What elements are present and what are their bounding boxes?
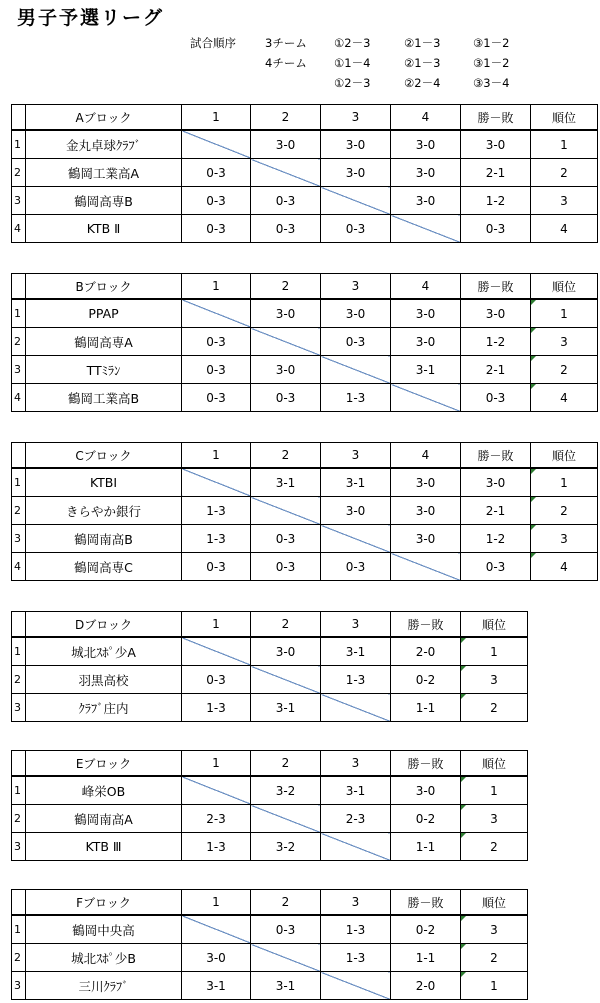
rank-header: 順位 (461, 751, 528, 777)
rank-cell: 2 (531, 497, 598, 525)
diagonal-cell (321, 187, 391, 215)
rank-header: 順位 (531, 443, 598, 469)
league-table (11, 750, 528, 861)
corner-cell (12, 443, 26, 469)
table-row (12, 833, 528, 861)
table-row (12, 187, 598, 215)
rank-cell: 3 (461, 666, 528, 694)
table-row (12, 384, 598, 412)
team-name: 城北ｽﾎﾟ少B (26, 944, 182, 972)
rank-cell: 1 (531, 299, 598, 328)
row-number: 4 (12, 215, 26, 243)
score-cell: 0-3 (251, 553, 321, 581)
wl-cell: 3-0 (461, 468, 531, 497)
diagonal-cell (251, 944, 321, 972)
score-cell: 0-3 (182, 666, 251, 694)
match-order-label: 試合順序 (190, 36, 236, 50)
diagonal-cell (251, 666, 321, 694)
corner-cell (12, 274, 26, 300)
rank-cell: 1 (531, 130, 598, 159)
wl-header: 勝－敗 (461, 274, 531, 300)
score-cell: 3-1 (321, 776, 391, 805)
team-name: 鶴岡南高A (26, 805, 182, 833)
score-cell: 3-0 (391, 525, 461, 553)
score-cell: 3-1 (251, 972, 321, 1000)
team-name: KTB Ⅲ (26, 833, 182, 861)
wl-cell: 1-2 (461, 187, 531, 215)
table-row (12, 944, 528, 972)
score-cell: 0-3 (182, 215, 251, 243)
page-title: 男子予選リーグ (17, 7, 165, 29)
row-number: 1 (12, 299, 26, 328)
diagonal-cell (182, 130, 251, 159)
row-number: 3 (12, 525, 26, 553)
league-table (11, 273, 598, 412)
team-name: PPAP (26, 299, 182, 328)
diagonal-cell (321, 694, 391, 722)
score-cell: 3-0 (251, 299, 321, 328)
wl-cell: 0-2 (391, 805, 461, 833)
column-header: 4 (391, 274, 461, 300)
score-cell: 3-1 (182, 972, 251, 1000)
score-cell: 1-3 (182, 694, 251, 722)
corner-cell (12, 612, 26, 638)
team-name: 羽黒高校 (26, 666, 182, 694)
row-number: 1 (12, 776, 26, 805)
column-header: 4 (391, 105, 461, 131)
column-header: 1 (182, 105, 251, 131)
score-cell: 3-0 (391, 328, 461, 356)
match-order-teams: 3チーム (265, 36, 307, 50)
wl-header: 勝－敗 (461, 443, 531, 469)
rank-cell: 3 (531, 525, 598, 553)
match-order-item: ③1－2 (473, 56, 510, 70)
score-cell: 0-3 (251, 915, 321, 944)
column-header: 3 (321, 890, 391, 916)
column-header: 3 (321, 274, 391, 300)
table-row (12, 497, 598, 525)
rank-cell: 4 (531, 384, 598, 412)
wl-cell: 1-1 (391, 944, 461, 972)
wl-cell: 1-2 (461, 328, 531, 356)
score-cell: 3-2 (251, 776, 321, 805)
rank-cell: 2 (531, 356, 598, 384)
row-number: 3 (12, 694, 26, 722)
rank-cell: 4 (531, 215, 598, 243)
score-cell: 3-0 (251, 130, 321, 159)
match-order-item: ③1－2 (473, 36, 510, 50)
score-cell: 3-1 (321, 468, 391, 497)
column-header: 3 (321, 612, 391, 638)
block-name: Eブロック (26, 751, 182, 777)
score-cell: 3-1 (251, 468, 321, 497)
wl-cell: 1-1 (391, 694, 461, 722)
block-name: Fブロック (26, 890, 182, 916)
row-number: 3 (12, 356, 26, 384)
match-order-item: ①2－3 (334, 36, 371, 50)
rank-cell: 2 (461, 944, 528, 972)
rank-cell: 3 (531, 328, 598, 356)
rank-cell: 2 (531, 159, 598, 187)
diagonal-cell (321, 833, 391, 861)
table-row (12, 805, 528, 833)
table-row (12, 299, 598, 328)
score-cell: 1-3 (182, 497, 251, 525)
diagonal-cell (182, 299, 251, 328)
score-cell: 3-1 (391, 356, 461, 384)
row-number: 3 (12, 187, 26, 215)
rank-cell: 3 (531, 187, 598, 215)
table-row (12, 637, 528, 666)
column-header: 1 (182, 890, 251, 916)
table-row (12, 972, 528, 1000)
rank-cell: 3 (461, 915, 528, 944)
wl-cell: 1-2 (461, 525, 531, 553)
score-cell: 0-3 (251, 384, 321, 412)
column-header: 1 (182, 274, 251, 300)
score-cell: 3-0 (321, 497, 391, 525)
diagonal-cell (182, 915, 251, 944)
wl-header: 勝－敗 (461, 105, 531, 131)
rank-cell: 3 (461, 805, 528, 833)
match-order-item: ①2－3 (334, 76, 371, 90)
wl-cell: 2-1 (461, 356, 531, 384)
column-header: 4 (391, 443, 461, 469)
diagonal-cell (321, 972, 391, 1000)
block-name: Dブロック (26, 612, 182, 638)
score-cell: 0-3 (182, 384, 251, 412)
wl-cell: 3-0 (461, 130, 531, 159)
row-number: 1 (12, 915, 26, 944)
team-name: 鶴岡中央高 (26, 915, 182, 944)
match-order-item: ②2－4 (404, 76, 441, 90)
table-row (12, 328, 598, 356)
table-row (12, 553, 598, 581)
wl-cell: 2-1 (461, 497, 531, 525)
team-name: 三川ｸﾗﾌﾞ (26, 972, 182, 1000)
rank-cell: 2 (461, 694, 528, 722)
score-cell: 0-3 (321, 215, 391, 243)
diagonal-cell (251, 805, 321, 833)
table-row (12, 468, 598, 497)
team-name: 鶴岡高専A (26, 328, 182, 356)
rank-header: 順位 (461, 612, 528, 638)
score-cell: 3-0 (321, 299, 391, 328)
table-header-row (12, 443, 598, 469)
match-order-item: ②1－3 (404, 36, 441, 50)
table-row (12, 130, 598, 159)
score-cell: 1-3 (182, 525, 251, 553)
column-header: 2 (251, 612, 321, 638)
score-cell: 3-0 (321, 159, 391, 187)
score-cell: 0-3 (321, 328, 391, 356)
score-cell: 0-3 (182, 159, 251, 187)
score-cell: 2-3 (321, 805, 391, 833)
row-number: 2 (12, 944, 26, 972)
team-name: 鶴岡高専B (26, 187, 182, 215)
team-name: 鶴岡工業高A (26, 159, 182, 187)
score-cell: 0-3 (182, 356, 251, 384)
rank-cell: 1 (531, 468, 598, 497)
table-header-row (12, 751, 528, 777)
corner-cell (12, 890, 26, 916)
league-table (11, 611, 528, 722)
table-row (12, 159, 598, 187)
rank-header: 順位 (531, 274, 598, 300)
score-cell: 3-0 (391, 159, 461, 187)
match-order-item: ②1－3 (404, 56, 441, 70)
team-name: 鶴岡工業高B (26, 384, 182, 412)
row-number: 1 (12, 468, 26, 497)
wl-cell: 2-0 (391, 637, 461, 666)
row-number: 3 (12, 972, 26, 1000)
match-order-teams: 4チーム (265, 56, 307, 70)
table-row (12, 776, 528, 805)
score-cell: 3-0 (321, 130, 391, 159)
score-cell: 0-3 (251, 187, 321, 215)
score-cell: 0-3 (182, 328, 251, 356)
diagonal-cell (321, 356, 391, 384)
row-number: 2 (12, 159, 26, 187)
diagonal-cell (391, 553, 461, 581)
wl-header: 勝－敗 (391, 612, 461, 638)
row-number: 2 (12, 666, 26, 694)
score-cell: 0-3 (321, 553, 391, 581)
column-header: 2 (251, 443, 321, 469)
score-cell: 1-3 (321, 666, 391, 694)
wl-cell: 1-1 (391, 833, 461, 861)
score-cell: 3-1 (251, 694, 321, 722)
diagonal-cell (182, 468, 251, 497)
block-name: Aブロック (26, 105, 182, 131)
table-header-row (12, 274, 598, 300)
wl-cell: 0-2 (391, 915, 461, 944)
score-cell: 1-3 (321, 915, 391, 944)
column-header: 1 (182, 612, 251, 638)
team-name: 金丸卓球ｸﾗﾌﾞ (26, 130, 182, 159)
diagonal-cell (251, 159, 321, 187)
diagonal-cell (321, 525, 391, 553)
match-order-item: ③3－4 (473, 76, 510, 90)
league-table (11, 442, 598, 581)
rank-cell: 2 (461, 833, 528, 861)
score-cell: 3-0 (251, 356, 321, 384)
diagonal-cell (251, 328, 321, 356)
team-name: 鶴岡高専C (26, 553, 182, 581)
rank-cell: 4 (531, 553, 598, 581)
team-name: KTB Ⅱ (26, 215, 182, 243)
wl-header: 勝－敗 (391, 751, 461, 777)
table-row (12, 356, 598, 384)
score-cell: 3-0 (391, 468, 461, 497)
score-cell: 3-0 (182, 944, 251, 972)
table-row (12, 525, 598, 553)
score-cell: 3-0 (391, 299, 461, 328)
table-row (12, 666, 528, 694)
rank-header: 順位 (461, 890, 528, 916)
row-number: 2 (12, 497, 26, 525)
diagonal-cell (391, 384, 461, 412)
rank-cell: 1 (461, 637, 528, 666)
wl-cell: 0-3 (461, 553, 531, 581)
team-name: KTBⅠ (26, 468, 182, 497)
wl-cell: 0-2 (391, 666, 461, 694)
score-cell: 3-0 (391, 497, 461, 525)
match-order-item: ①1－4 (334, 56, 371, 70)
score-cell: 3-2 (251, 833, 321, 861)
table-header-row (12, 890, 528, 916)
rank-cell: 1 (461, 972, 528, 1000)
column-header: 1 (182, 751, 251, 777)
score-cell: 1-3 (182, 833, 251, 861)
team-name: ｸﾗﾌﾞ庄内 (26, 694, 182, 722)
wl-cell: 3-0 (391, 776, 461, 805)
wl-cell: 2-0 (391, 972, 461, 1000)
team-name: 峰栄OB (26, 776, 182, 805)
diagonal-cell (391, 215, 461, 243)
team-name: 鶴岡南高B (26, 525, 182, 553)
score-cell: 1-3 (321, 384, 391, 412)
league-table (11, 889, 528, 1000)
table-row (12, 694, 528, 722)
corner-cell (12, 105, 26, 131)
team-name: きらやか銀行 (26, 497, 182, 525)
rank-header: 順位 (531, 105, 598, 131)
column-header: 2 (251, 890, 321, 916)
table-header-row (12, 105, 598, 131)
block-name: Bブロック (26, 274, 182, 300)
column-header: 3 (321, 443, 391, 469)
row-number: 4 (12, 384, 26, 412)
diagonal-cell (182, 637, 251, 666)
row-number: 2 (12, 328, 26, 356)
column-header: 2 (251, 105, 321, 131)
wl-header: 勝－敗 (391, 890, 461, 916)
table-header-row (12, 612, 528, 638)
row-number: 1 (12, 637, 26, 666)
table-row (12, 215, 598, 243)
wl-cell: 0-3 (461, 215, 531, 243)
score-cell: 3-0 (391, 187, 461, 215)
row-number: 4 (12, 553, 26, 581)
score-cell: 0-3 (251, 525, 321, 553)
row-number: 1 (12, 130, 26, 159)
column-header: 2 (251, 274, 321, 300)
row-number: 2 (12, 805, 26, 833)
table-row (12, 915, 528, 944)
score-cell: 0-3 (251, 215, 321, 243)
team-name: TTﾐﾗﾝ (26, 356, 182, 384)
score-cell: 3-1 (321, 637, 391, 666)
corner-cell (12, 751, 26, 777)
wl-cell: 3-0 (461, 299, 531, 328)
score-cell: 0-3 (182, 553, 251, 581)
score-cell: 3-0 (251, 637, 321, 666)
wl-cell: 2-1 (461, 159, 531, 187)
wl-cell: 0-3 (461, 384, 531, 412)
score-cell: 3-0 (391, 130, 461, 159)
column-header: 3 (321, 105, 391, 131)
league-table (11, 104, 598, 243)
diagonal-cell (182, 776, 251, 805)
block-name: Cブロック (26, 443, 182, 469)
row-number: 3 (12, 833, 26, 861)
column-header: 1 (182, 443, 251, 469)
rank-cell: 1 (461, 776, 528, 805)
column-header: 2 (251, 751, 321, 777)
column-header: 3 (321, 751, 391, 777)
score-cell: 0-3 (182, 187, 251, 215)
score-cell: 1-3 (321, 944, 391, 972)
diagonal-cell (251, 497, 321, 525)
score-cell: 2-3 (182, 805, 251, 833)
team-name: 城北ｽﾎﾟ少A (26, 637, 182, 666)
